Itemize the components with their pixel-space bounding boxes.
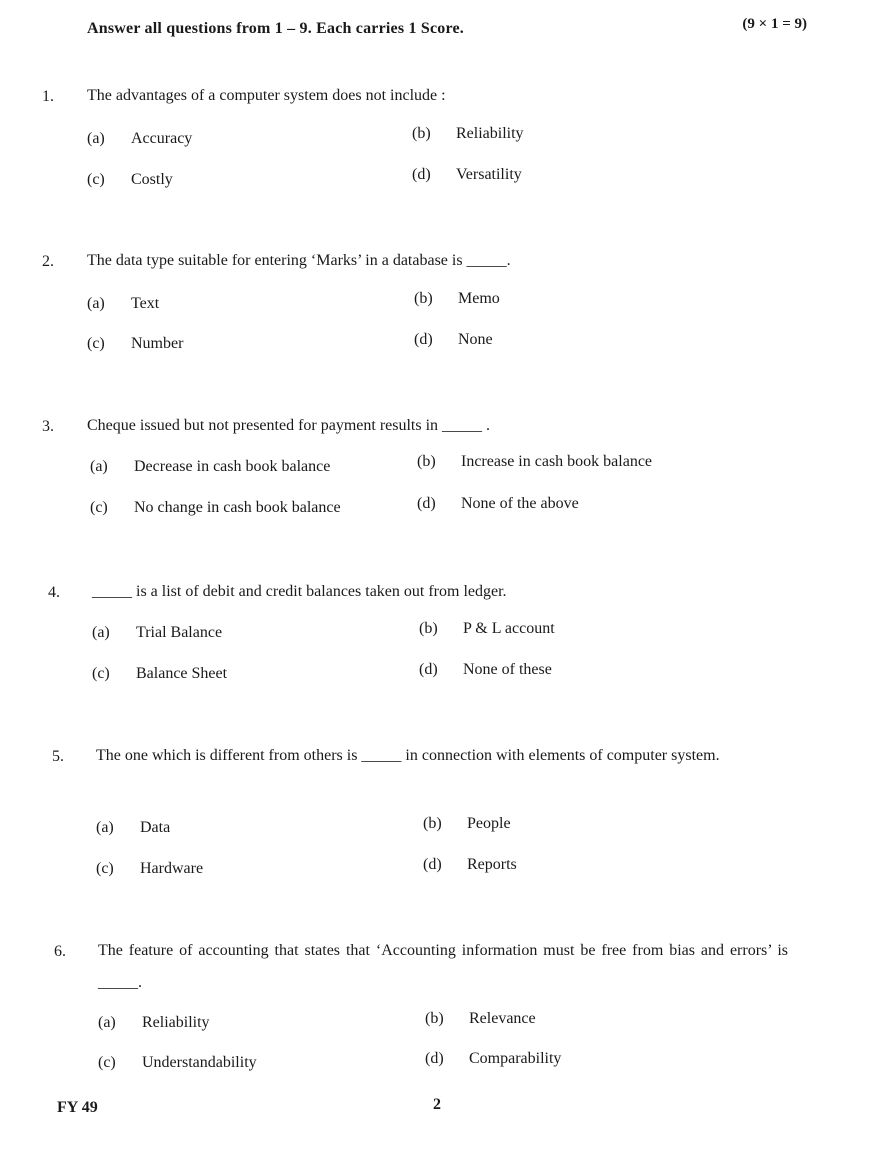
option-letter: (a) (96, 819, 114, 836)
option-letter: (b) (425, 1010, 444, 1027)
option-d (425, 1050, 561, 1068)
question-text: _____ is a list of debit and credit balances taken out from ledger. (92, 583, 507, 600)
option-a (87, 130, 192, 148)
question-number: 1. (42, 88, 54, 105)
option-text: Relevance (469, 1010, 536, 1027)
option-d (412, 166, 522, 184)
option-letter: (a) (87, 130, 105, 147)
option-c (90, 499, 341, 517)
option-letter: (b) (414, 290, 433, 307)
section-score: (9 × 1 = 9) (742, 16, 807, 32)
option-letter: (c) (90, 499, 108, 516)
option-text: Memo (458, 290, 500, 307)
option-text: Text (131, 295, 160, 312)
question-number: 3. (42, 418, 54, 435)
option-text: None of these (463, 661, 552, 678)
option-d (414, 331, 493, 349)
option-letter: (b) (423, 815, 442, 832)
question-number: 4. (48, 584, 60, 601)
option-letter: (d) (412, 166, 431, 183)
option-letter: (d) (419, 661, 438, 678)
option-b (419, 620, 555, 638)
option-text: Data (140, 819, 171, 836)
option-text: None (458, 331, 493, 348)
section-instruction: Answer all questions from 1 – 9. Each carries 1 Score. (87, 20, 464, 37)
option-letter: (a) (90, 458, 108, 475)
option-letter: (a) (92, 624, 110, 641)
option-text: Understandability (142, 1054, 257, 1071)
option-text: Decrease in cash book balance (134, 458, 331, 475)
option-letter: (c) (87, 335, 105, 352)
option-text: Accuracy (131, 130, 193, 147)
question-number: 2. (42, 253, 54, 270)
option-letter: (c) (92, 665, 110, 682)
option-c (87, 335, 183, 353)
question-number: 6. (54, 943, 66, 960)
option-letter: (c) (98, 1054, 116, 1071)
option-text: Number (131, 335, 184, 352)
option-text: Trial Balance (136, 624, 223, 641)
option-d (417, 495, 579, 513)
question-text: The one which is different from others is _____ in connection with elements of computer system. (96, 747, 720, 764)
option-c (87, 171, 173, 189)
option-text: None of the above (461, 495, 579, 512)
option-letter: (b) (419, 620, 438, 637)
option-text: People (467, 815, 511, 832)
option-b (412, 125, 524, 143)
option-d (419, 661, 552, 679)
option-text: Reliability (456, 125, 524, 142)
option-a (96, 819, 170, 837)
section-header (87, 16, 807, 44)
option-c (98, 1054, 257, 1072)
option-text: Increase in cash book balance (461, 453, 653, 470)
option-a (98, 1014, 210, 1032)
option-text: Costly (131, 171, 173, 188)
paper-code: FY 49 (57, 1099, 98, 1116)
option-b (417, 453, 652, 471)
option-text: Comparability (469, 1050, 562, 1067)
option-letter: (b) (412, 125, 431, 142)
option-letter: (c) (87, 171, 105, 188)
option-letter: (d) (425, 1050, 444, 1067)
option-b (423, 815, 511, 833)
option-c (92, 665, 227, 683)
option-text: Reports (467, 856, 517, 873)
option-a (87, 295, 159, 313)
question-text: The data type suitable for entering ‘Marks’ in a database is _____. (87, 252, 511, 269)
option-text: P & L account (463, 620, 555, 637)
option-text: Balance Sheet (136, 665, 228, 682)
option-b (425, 1010, 536, 1028)
option-letter: (a) (87, 295, 105, 312)
option-letter: (d) (414, 331, 433, 348)
question-text: The advantages of a computer system does not include : (87, 87, 446, 104)
question-text: Cheque issued but not presented for payment results in _____ . (87, 417, 491, 434)
option-b (414, 290, 500, 308)
question-number: 5. (52, 748, 64, 765)
page-number: 2 (433, 1096, 441, 1113)
option-text: Hardware (140, 860, 204, 877)
option-text: Versatility (456, 166, 522, 183)
option-letter: (a) (98, 1014, 116, 1031)
option-letter: (c) (96, 860, 114, 877)
option-letter: (b) (417, 453, 436, 470)
option-d (423, 856, 517, 874)
question-text: The feature of accounting that states that ‘Accounting information must be free from bias and errors’ is _____. (98, 942, 788, 991)
option-text: No change in cash book balance (134, 499, 341, 516)
option-a (92, 624, 222, 642)
option-text: Reliability (142, 1014, 210, 1031)
option-letter: (d) (423, 856, 442, 873)
option-c (96, 860, 203, 878)
option-letter: (d) (417, 495, 436, 512)
option-a (90, 458, 330, 476)
